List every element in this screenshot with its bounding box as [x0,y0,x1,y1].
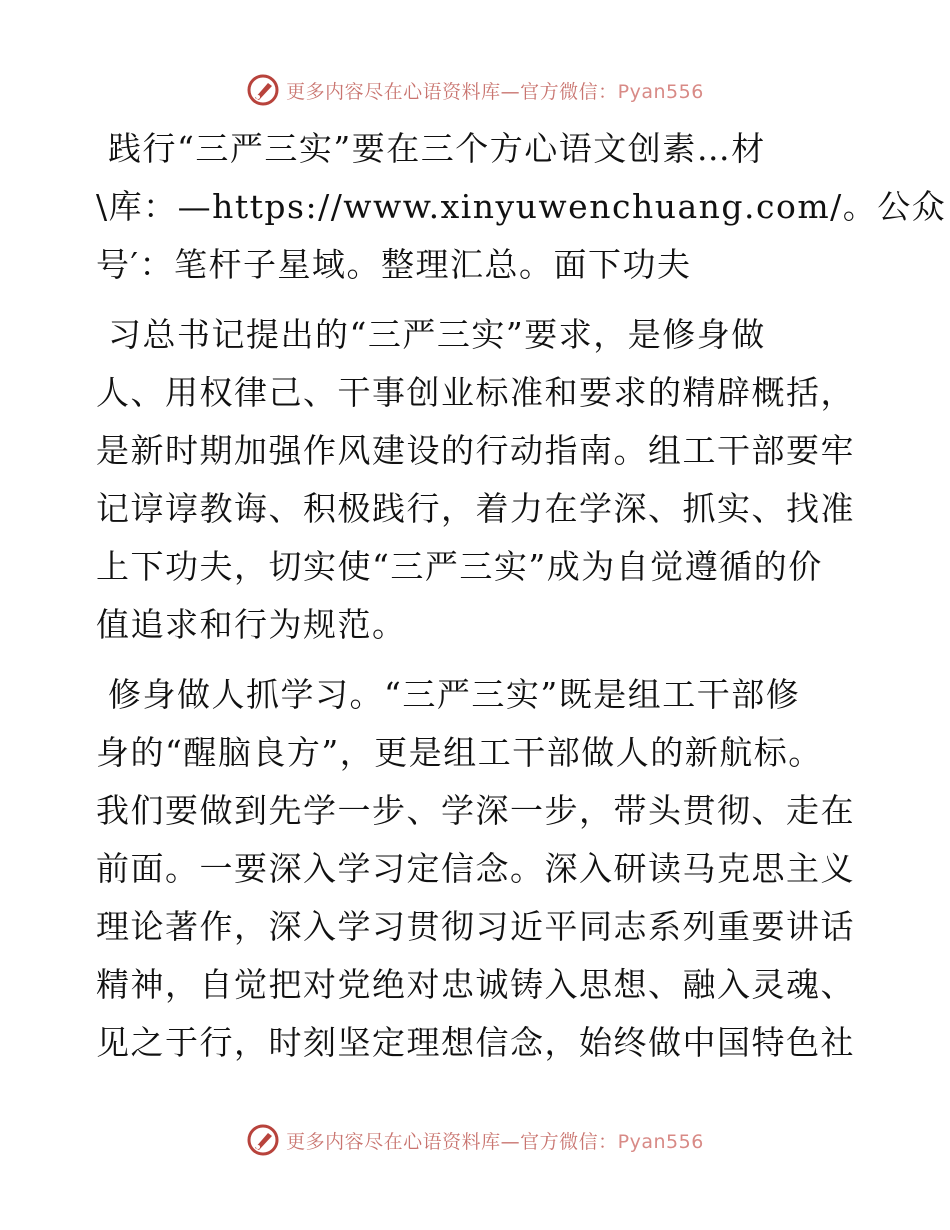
paragraph-intro [96,120,947,294]
text-line: 我们要做到先学一步、学深一步，带头贯彻、走在 [96,791,855,830]
document-body [96,120,947,1084]
text-line: 修身做人抓学习。“三严三实”既是组工干部修 [108,675,801,714]
text-line: 上下功夫，切实使“三严三实”成为自觉遵循的价 [96,547,823,586]
paragraph-summary [96,306,856,654]
text-line: 号′：笔杆子星域。整理汇总。面下功夫 [96,245,692,284]
text-line: 见之于行，时刻坚定理想信念，始终做中国特色社 [96,1023,855,1062]
watermark-text: 更多内容尽在心语资料库—官方微信：Pyan556 [286,1130,704,1153]
wechat-handle: Pyan556 [617,1130,704,1153]
pen-logo-icon [246,73,280,107]
paragraph-study [96,666,856,1072]
text-line: 精神，自觉把对党绝对忠诚铸入思想、融入灵魂、 [96,965,855,1004]
text-line: 值追求和行为规范。 [96,605,407,644]
pen-logo-icon [246,1123,280,1157]
wechat-handle: Pyan556 [617,80,704,103]
text-line: 人、用权律己、干事创业标准和要求的精辟概括， [96,373,855,412]
footer-watermark-banner [0,1120,950,1160]
text-line: 记谆谆教诲、积极践行，着力在学深、抓实、找准 [96,489,855,528]
text-line: 前面。一要深入学习定信念。深入研读马克思主义 [96,849,855,888]
text-line: \库：—https://www.xinyuwenchuang.com/。公众 [96,187,947,226]
text-line: 践行“三严三实”要在三个方心语文创素…材 [108,129,766,168]
text-line: 身的“醒脑良方”，更是组工干部做人的新航标。 [96,733,823,772]
watermark-text: 更多内容尽在心语资料库—官方微信：Pyan556 [286,80,704,103]
header-watermark-banner [0,70,950,110]
text-line: 是新时期加强作风建设的行动指南。组工干部要牢 [96,431,855,470]
text-line: 习总书记提出的“三严三实”要求，是修身做 [108,315,766,354]
text-line: 理论著作，深入学习贯彻习近平同志系列重要讲话 [96,907,855,946]
